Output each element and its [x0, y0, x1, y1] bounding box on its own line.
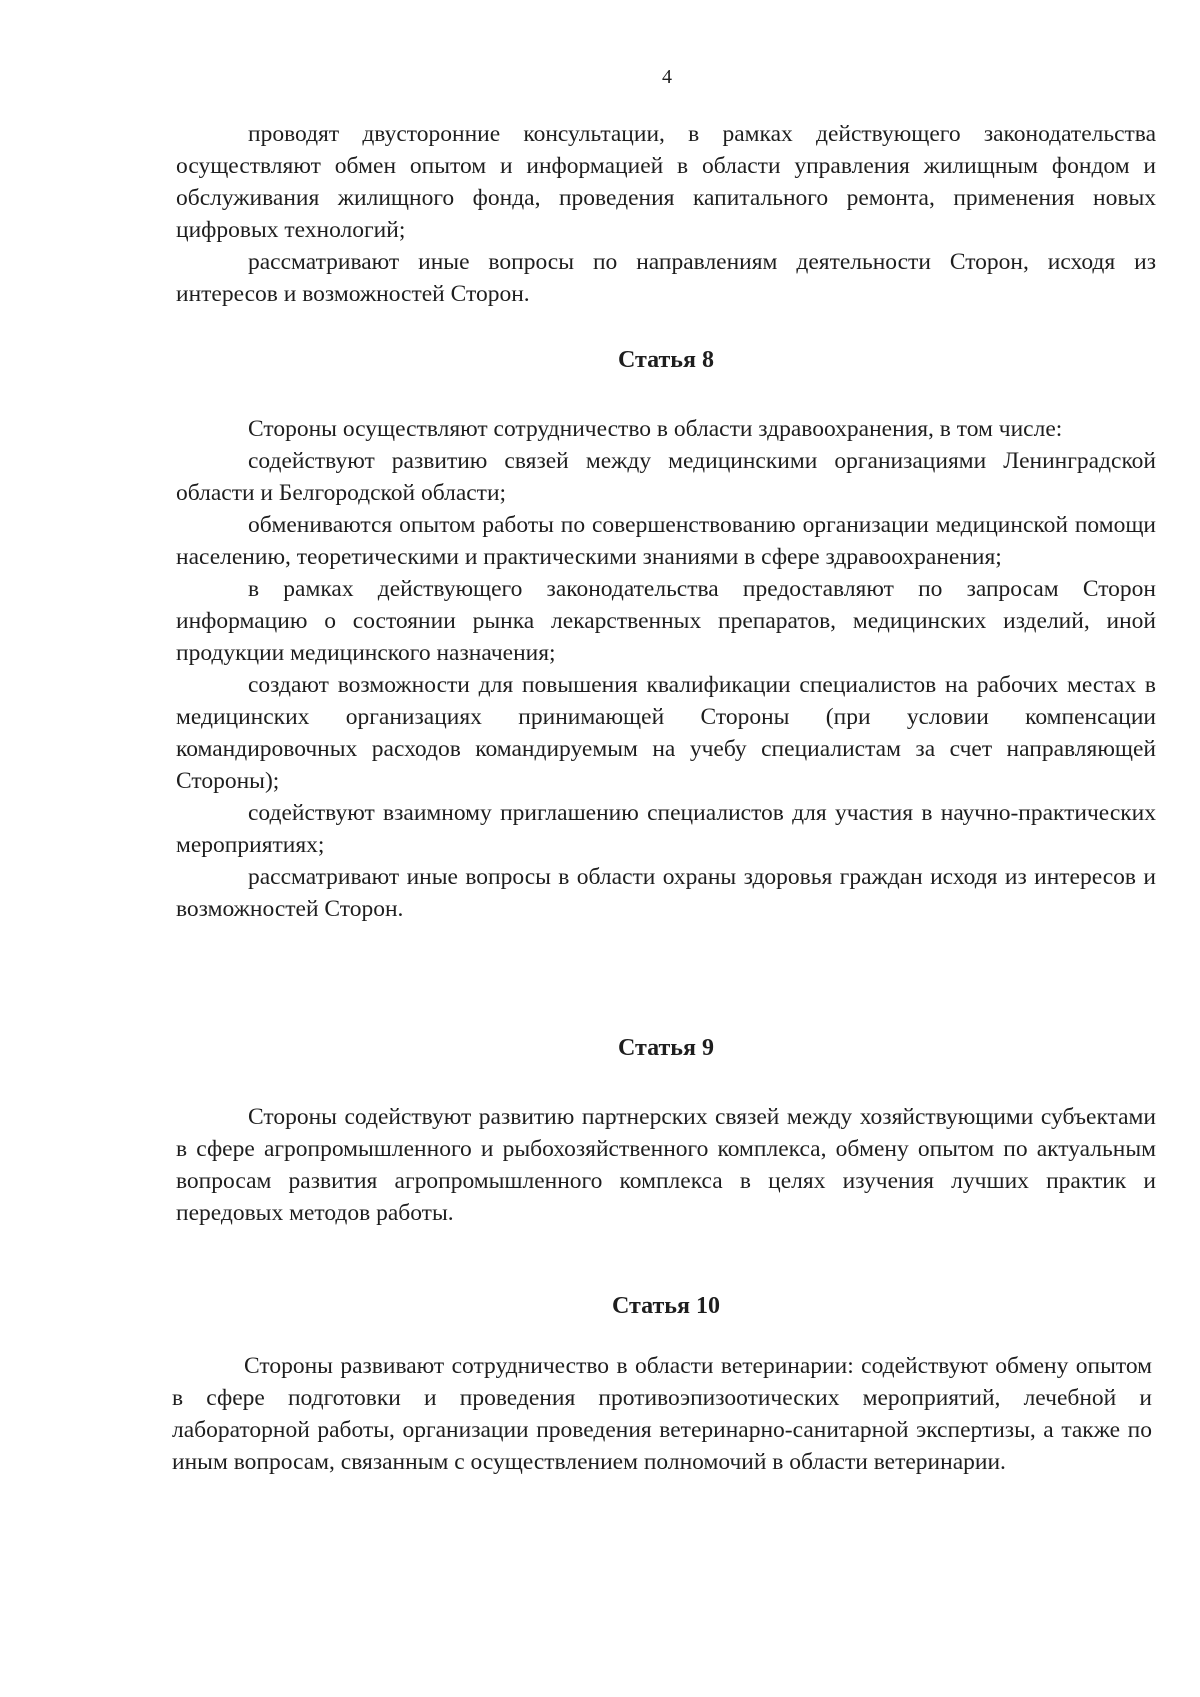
article-9-heading: Статья 9: [618, 1035, 714, 1061]
paragraph: содействуют развитию связей между медицинскими организациями Ленинградской области и Белгородской области;: [176, 448, 1156, 506]
continued-article-text: [176, 118, 1156, 310]
article-8-heading: Статья 8: [618, 347, 714, 373]
paragraph: Стороны осуществляют сотрудничество в области здравоохранения, в том числе:: [248, 416, 1063, 442]
article-9-text: [176, 1101, 1156, 1229]
article-10-heading: Статья 10: [612, 1293, 720, 1319]
paragraph: рассматривают иные вопросы в области охраны здоровья граждан исходя из интересов и возможностей Сторон.: [176, 864, 1156, 922]
paragraph: обмениваются опытом работы по совершенствованию организации медицинской помощи населению, теоретическими и практическими знаниями в сфере здравоохранения;: [176, 512, 1156, 570]
paragraph: в рамках действующего законодательства предоставляют по запросам Сторон информацию о состоянии рынка лекарственных препаратов, медицинских изделий, иной продукции медицинского назначения;: [176, 576, 1156, 666]
article-8-text: [176, 413, 1156, 925]
paragraph: Стороны развивают сотрудничество в области ветеринарии: содействуют обмену опытом в сфере подготовки и проведения противоэпизоотических мероприятий, лечебной и лабораторной работы, организации проведения ветеринарно-санитарной экспертизы, а также по иным вопросам, связанным с осуществлением полномочий в области ветеринарии.: [172, 1353, 1152, 1475]
paragraph: создают возможности для повышения квалификации специалистов на рабочих местах в медицинских организациях принимающей Стороны (при условии компенсации командировочных расходов командируемым на учебу специалистам за счет направляющей Стороны);: [176, 672, 1156, 794]
paragraph: рассматривают иные вопросы по направлениям деятельности Сторон, исходя из интересов и возможностей Сторон.: [176, 249, 1156, 307]
page-number: 4: [662, 66, 672, 88]
paragraph: содействуют взаимному приглашению специалистов для участия в научно-практических мероприятиях;: [176, 800, 1156, 858]
paragraph: Стороны содействуют развитию партнерских связей между хозяйствующими субъектами в сфере агропромышленного и рыбохозяйственного комплекса, обмену опытом по актуальным вопросам развития агропромышленного комплекса в целях изучения лучших практик и передовых методов работы.: [176, 1104, 1156, 1226]
article-10-text: [172, 1350, 1152, 1478]
paragraph: проводят двусторонние консультации, в рамках действующего законодательства осуществляют обмен опытом и информацией в области управления жилищным фондом и обслуживания жилищного фонда, проведения капитального ремонта, применения новых цифровых технологий;: [176, 121, 1156, 243]
